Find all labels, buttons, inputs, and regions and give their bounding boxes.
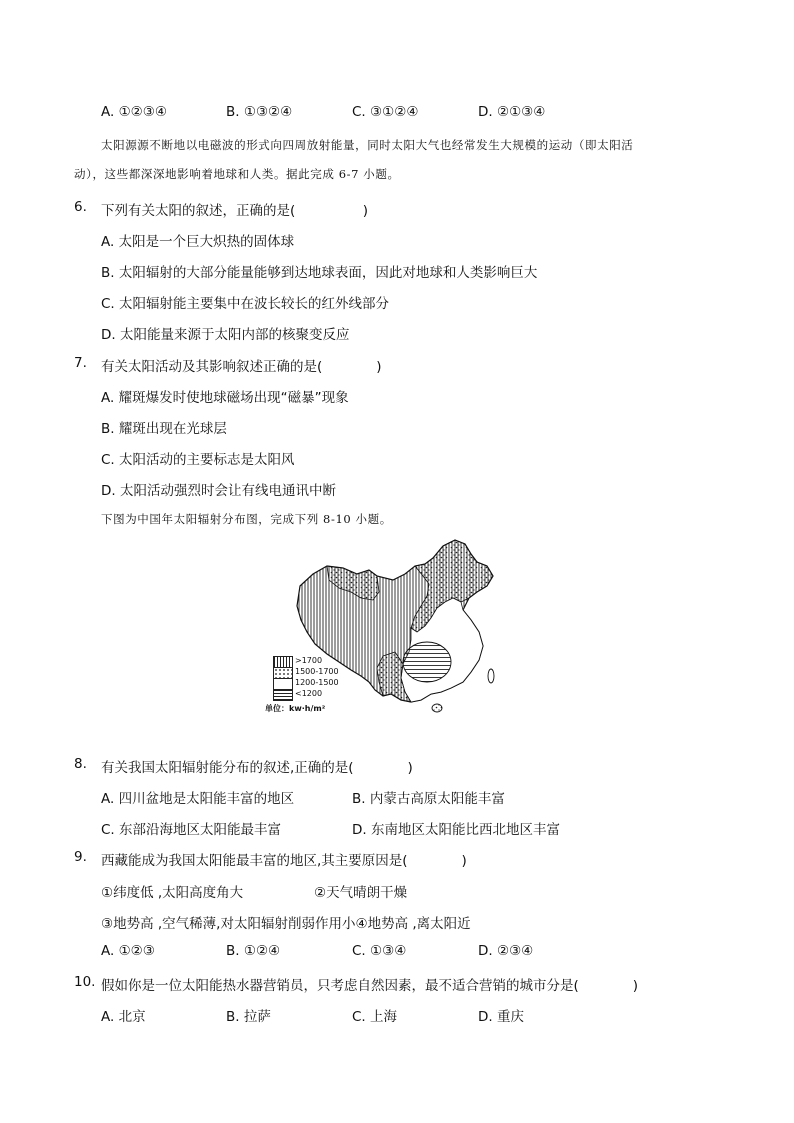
q9-statement-3-4: ③地势高 ,空气稀薄,对太阳辐射削弱作用小④地势高 ,离太阳近 bbox=[101, 916, 471, 932]
q8-number: 8. bbox=[74, 756, 87, 772]
q9-option-c: C. ①③④ bbox=[352, 943, 407, 959]
q10-stem: 假如你是一位太阳能热水器营销员，只考虑自然因素，最不适合营销的城市分是( ) bbox=[101, 978, 639, 994]
legend-label-under-1200: <1200 bbox=[295, 689, 323, 698]
q6-number: 6. bbox=[74, 199, 87, 215]
q8-stem: 有关我国太阳辐射能分布的叙述,正确的是( ) bbox=[101, 760, 413, 776]
q6-option-c: C. 太阳辐射能主要集中在波长较长的红外线部分 bbox=[101, 296, 390, 312]
q6-stem: 下列有关太阳的叙述，正确的是( ) bbox=[101, 203, 369, 219]
legend-unit: 单位：kw·h/m² bbox=[265, 704, 326, 713]
q9-option-d: D. ②③④ bbox=[478, 943, 534, 959]
region-under-1200 bbox=[403, 642, 451, 682]
q5-option-b: B. ①③②④ bbox=[226, 104, 293, 120]
passage-1-line-2: 动），这些都深深地影响着地球和人类。据此完成 6-7 小题。 bbox=[74, 167, 400, 181]
q9-statement-2: ②天气晴朗干燥 bbox=[314, 885, 408, 901]
q7-stem: 有关太阳活动及其影响叙述正确的是( ) bbox=[101, 359, 382, 375]
q6-option-d: D. 太阳能量来源于太阳内部的核聚变反应 bbox=[101, 327, 350, 343]
q9-statement-1: ①纬度低 ,太阳高度角大 bbox=[101, 885, 244, 901]
passage-1-line-1: 太阳源源不断地以电磁波的形式向四周放射能量，同时太阳大气也经常发生大规模的运动（即太阳活 bbox=[101, 138, 634, 152]
passage-2: 下图为中国年太阳辐射分布图，完成下列 8-10 小题。 bbox=[101, 512, 392, 526]
q10-option-b: B. 拉萨 bbox=[226, 1009, 271, 1025]
legend-label-1200-1500: 1200-1500 bbox=[295, 678, 339, 687]
q10-number: 10. bbox=[74, 974, 96, 990]
q8-option-b: B. 内蒙古高原太阳能丰富 bbox=[352, 791, 505, 807]
legend-label-1500-1700: 1500-1700 bbox=[295, 667, 339, 676]
q10-option-d: D. 重庆 bbox=[478, 1009, 524, 1025]
q7-option-c: C. 太阳活动的主要标志是太阳风 bbox=[101, 452, 295, 468]
q8-option-d: D. 东南地区太阳能比西北地区丰富 bbox=[352, 822, 560, 838]
q9-option-b: B. ①②④ bbox=[226, 943, 281, 959]
q7-number: 7. bbox=[74, 355, 87, 371]
q9-number: 9. bbox=[74, 849, 87, 865]
q6-option-b: B. 太阳辐射的大部分能量能够到达地球表面，因此对地球和人类影响巨大 bbox=[101, 265, 538, 281]
q10-option-c: C. 上海 bbox=[352, 1009, 398, 1025]
hainan-island bbox=[432, 704, 442, 712]
q5-option-a: A. ①②③④ bbox=[101, 104, 167, 120]
q9-stem: 西藏能成为我国太阳能最丰富的地区,其主要原因是( ) bbox=[101, 853, 467, 869]
legend-swatch-under-1200 bbox=[273, 689, 293, 701]
q5-option-c: C. ③①②④ bbox=[352, 104, 419, 120]
q10-option-a: A. 北京 bbox=[101, 1009, 146, 1025]
q7-option-b: B. 耀斑出现在光球层 bbox=[101, 421, 227, 437]
taiwan-island bbox=[488, 669, 494, 683]
q8-option-c: C. 东部沿海地区太阳能最丰富 bbox=[101, 822, 282, 838]
q5-option-d: D. ②①③④ bbox=[478, 104, 546, 120]
q7-option-d: D. 太阳活动强烈时会让有线电通讯中断 bbox=[101, 483, 336, 499]
china-solar-radiation-map bbox=[265, 536, 505, 718]
q7-option-a: A. 耀斑爆发时使地球磁场出现“磁暴”现象 bbox=[101, 390, 349, 406]
q9-option-a: A. ①②③ bbox=[101, 943, 155, 959]
q8-option-a: A. 四川盆地是太阳能丰富的地区 bbox=[101, 791, 295, 807]
q6-option-a: A. 太阳是一个巨大炽热的固体球 bbox=[101, 234, 295, 250]
legend-label-over-1700: >1700 bbox=[295, 656, 323, 665]
